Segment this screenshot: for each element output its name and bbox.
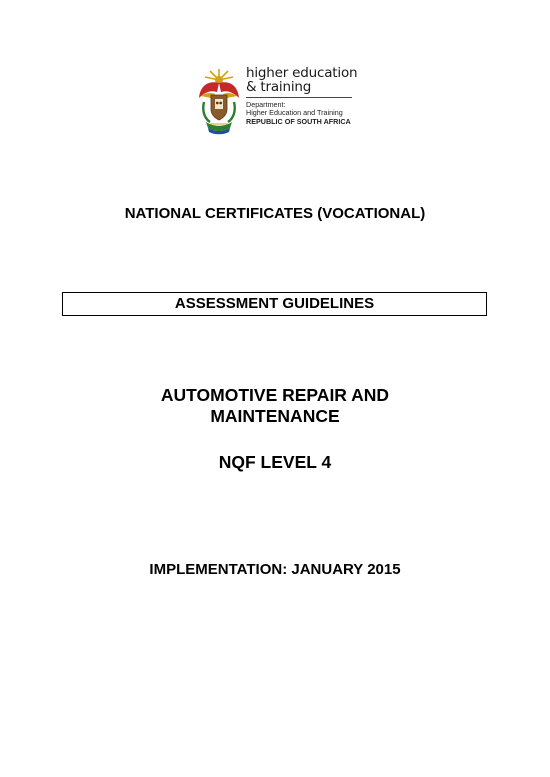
- logo-country: REPUBLIC OF SOUTH AFRICA: [246, 116, 351, 126]
- logo-department-label: Department:: [246, 100, 286, 109]
- coat-of-arms-icon: [196, 66, 242, 136]
- logo-title-line2: & training: [246, 79, 312, 95]
- subject-title: [0, 385, 550, 427]
- subject-title-line2: MAINTENANCE: [210, 406, 340, 426]
- program-heading: NATIONAL CERTIFICATES (VOCATIONAL): [124, 205, 426, 222]
- department-logo: [196, 66, 356, 136]
- logo-title-line1: higher education: [246, 65, 358, 81]
- implementation-date: IMPLEMENTATION: JANUARY 2015: [149, 561, 401, 578]
- logo-divider: [246, 97, 352, 98]
- document-type-box: ASSESSMENT GUIDELINES: [62, 292, 487, 316]
- nqf-level: NQF LEVEL 4: [218, 452, 332, 472]
- logo-text: [246, 66, 358, 126]
- subject-title-line1: AUTOMOTIVE REPAIR AND: [160, 385, 390, 405]
- logo-department-name: Higher Education and Training: [246, 108, 343, 118]
